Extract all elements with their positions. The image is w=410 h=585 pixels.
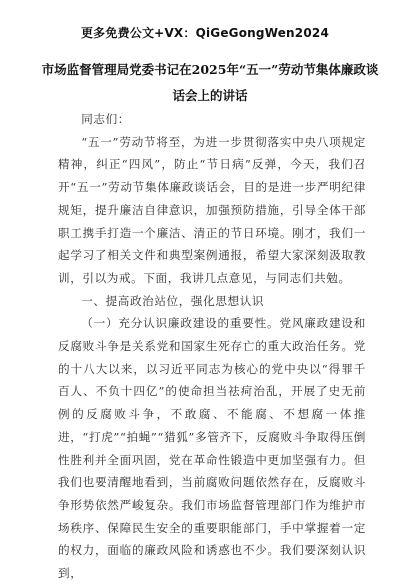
section-heading: 一、提高政治站位，强化思想认识: [81, 293, 265, 308]
page-header: 更多免费公文+VX：QiGeGongWen2024: [80, 26, 329, 40]
document-title: 市场监督管理局党委书记在2025年“五一”劳动节集体廉政谈话会上的讲话: [41, 62, 379, 103]
paragraph-section-1-1: （一）充分认识廉政建设的重要性。党风廉政建设和反腐败斗争是关系党和国家生死存亡的重大政治任务。党的十八大以来，以习近平同志为核心的党中央以“得罪千百人、不负十四亿”的使命担当祛疴治乱，开展了史无前例的反腐败斗争，不敢腐、不能腐、不想腐一体推进，“打虎”“拍蝇”“猎狐”多管齐下，反腐败斗争取得压倒性胜利并全面巩固，党在革命性锻造中更加坚强有力。但我们也要清醒地看到，当前腐败问题依然存在，反腐败斗争形势依然严峻复杂。我们市场监督管理部门作为维护市场秩序、保障民生安全的重要职能部门，手中掌握着一定的权力，面临的廉政风险和诱惑也不少。我们要深刻认识到，: [58, 316, 366, 581]
document-body: [58, 108, 366, 585]
paragraph-intro: “五一”劳动节将至，为进一步贯彻落实中央八项规定精神，纠正“四风”，防止“节日病”反弹，今天，我们召开“五一”劳动节集体廉政谈话会，目的是进一步严明纪律规矩，提升廉洁自律意识，加强预防措施，引导全体干部职工携手打造一个廉洁、清正的节日环境。刚才，我们一起学习了相关文件和典型案例通报，希望大家深刻汲取教训，引以为戒。下面，我讲几点意见，与同志们共勉。: [58, 134, 366, 285]
salutation: 同志们：: [81, 112, 130, 126]
